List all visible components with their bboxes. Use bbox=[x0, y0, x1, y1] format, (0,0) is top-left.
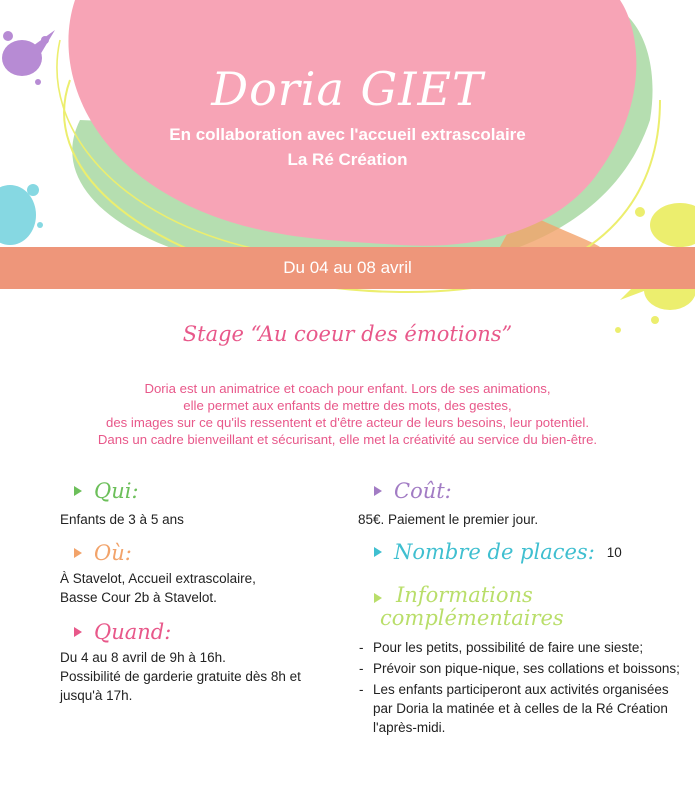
quand-line: Du 4 au 8 avril de 9h à 16h. bbox=[60, 650, 226, 665]
quand-line: jusqu'à 17h. bbox=[60, 688, 133, 703]
section-infos-title bbox=[380, 583, 564, 630]
list-item: - Prévoir son pique-nique, ses collations et boissons; bbox=[356, 659, 686, 678]
triangle-bullet-icon bbox=[74, 627, 82, 637]
section-cout bbox=[374, 479, 452, 503]
places-value: 10 bbox=[606, 544, 622, 560]
stage-title: Stage “Au coeur des émotions” bbox=[182, 322, 513, 346]
list-item: - Les enfants participeront aux activités organisées par Doria la matinée et à celles de la Ré Création l'après-midi. bbox=[356, 680, 686, 737]
ou-line: À Stavelot, Accueil extrascolaire, bbox=[60, 571, 256, 586]
triangle-bullet-icon bbox=[374, 486, 382, 496]
header-line-2: La Ré Création bbox=[287, 150, 408, 169]
ou-line: Basse Cour 2b à Stavelot. bbox=[60, 590, 217, 605]
intro-line: des images sur ce qu'ils ressentent et d'être acteur de leurs besoins, leur potentiel. bbox=[106, 415, 589, 430]
triangle-bullet-icon bbox=[374, 547, 382, 557]
intro-line: Dans un cadre bienveillant et sécurisant, elle met la créativité au service du bien-être. bbox=[97, 432, 598, 447]
quand-line: Possibilité de garderie gratuite dès 8h et bbox=[60, 669, 301, 684]
triangle-bullet-icon bbox=[74, 486, 82, 496]
section-ou bbox=[74, 541, 132, 565]
qui-text bbox=[60, 510, 184, 529]
section-qui bbox=[74, 479, 139, 503]
intro-paragraph bbox=[40, 380, 655, 448]
triangle-bullet-icon bbox=[374, 593, 382, 603]
quand-text bbox=[60, 648, 301, 705]
section-places-title: Nombre de places: bbox=[394, 540, 595, 564]
header-name: Doria GIET bbox=[211, 62, 484, 116]
cout-line: 85€. Paiement le premier jour. bbox=[358, 512, 539, 527]
intro-line: Doria est un animatrice et coach pour enfant. Lors de ses animations, bbox=[144, 381, 551, 396]
triangle-bullet-icon bbox=[74, 548, 82, 558]
infos-list bbox=[356, 638, 686, 739]
cyan-paint-splash bbox=[0, 184, 43, 245]
header-line-1: En collaboration avec l'accueil extrascolaire bbox=[169, 125, 526, 144]
ou-text bbox=[60, 569, 256, 607]
section-cout-title: Coût: bbox=[394, 479, 452, 503]
section-ou-title: Où: bbox=[94, 541, 132, 565]
section-qui-title: Qui: bbox=[94, 479, 139, 503]
intro-line: elle permet aux enfants de mettre des mots, des gestes, bbox=[183, 398, 512, 413]
list-item: - Pour les petits, possibilité de faire une sieste; bbox=[356, 638, 686, 657]
section-places bbox=[374, 540, 622, 564]
cout-text bbox=[358, 510, 538, 529]
section-quand-title: Quand: bbox=[94, 620, 172, 644]
infos-title-line-2: complémentaires bbox=[380, 606, 564, 630]
section-quand bbox=[74, 620, 171, 644]
qui-line: Enfants de 3 à 5 ans bbox=[60, 512, 184, 527]
section-infos bbox=[374, 584, 564, 630]
date-band: Du 04 au 08 avril bbox=[0, 247, 695, 289]
infos-title-line-1: Informations bbox=[396, 583, 533, 607]
